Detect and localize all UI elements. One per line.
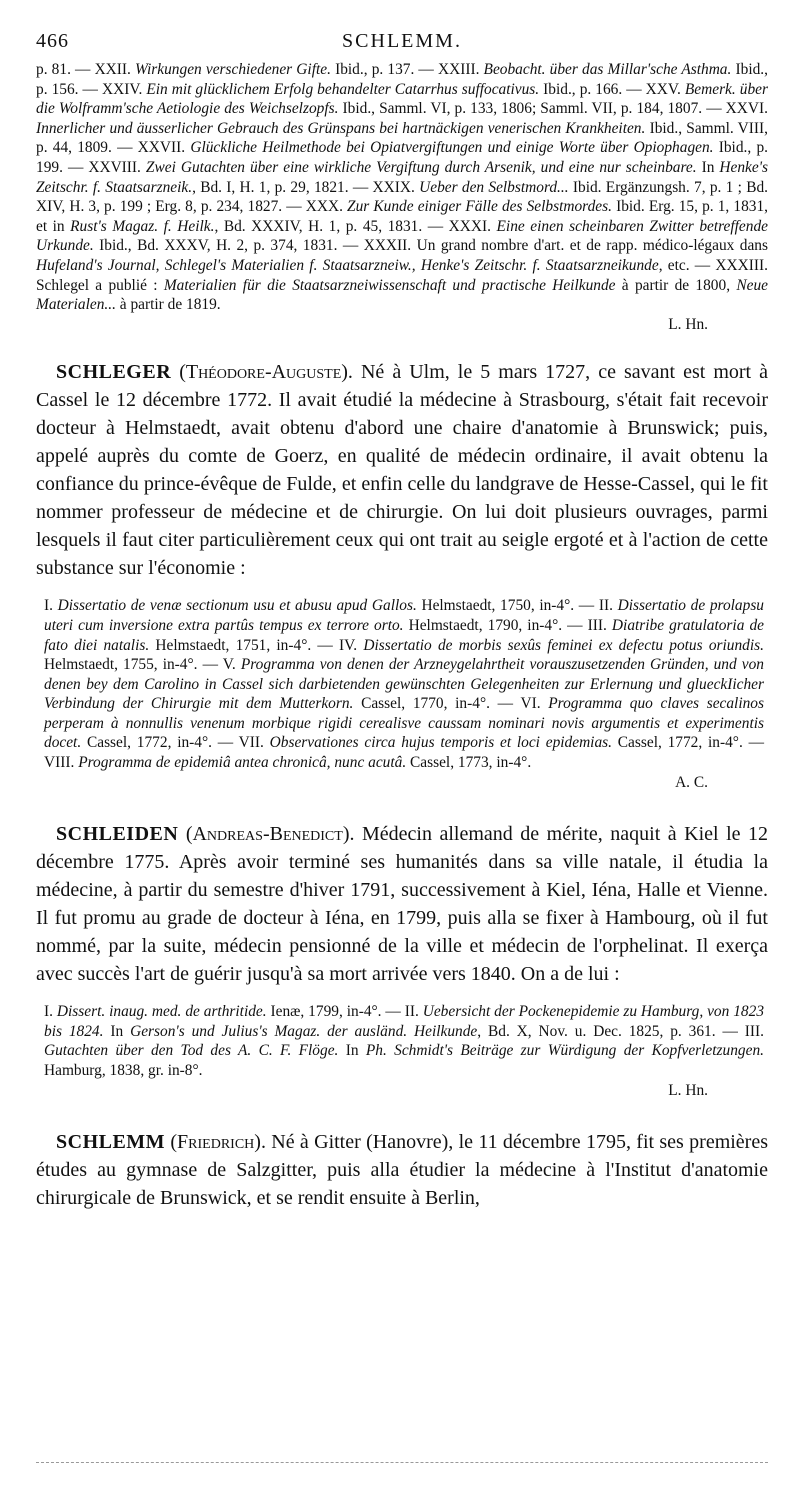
entry-works [36, 596, 768, 772]
signature: L. Hn. [668, 1081, 708, 1099]
italic-title: Ph. Schmidt's Beiträge zur Würdigung der Kopfverletzungen. [365, 1042, 764, 1060]
italic-title: Materialien für die Staatsarzneiwissenschaft und practische Heilkunde [163, 276, 616, 294]
italic-title: Eine einen scheinbaren Zwitter betreffende Urkunde. [36, 217, 768, 255]
running-title: SCHLEMM. [342, 30, 462, 52]
italic-title: Glückliche Heilmethode bei Opiatvergiftungen und einige Worte über Opiophagen. [190, 139, 714, 157]
italic-title: Zur Kunde einiger Fälle des Selbstmordes. [347, 198, 612, 216]
works-text: I. Dissertatio de venæ sectionum usu et abusu apud Gallos. Helmstaedt, 1750, in-4°. — II. Dissertatio de prolapsu uteri cum inversione extra partûs tempus ex terrore orto. Helmstaedt, 1790, in-4°. — III. Diatribe gratulatoria de fato diei natalis. Helmstaedt, 1751, in-4°. — IV. Dissertatio de morbis sexûs feminei ex defectu potus oriundis. Helmstaedt, 1755, in-4°. — V. Programma von denen der Arzneygelahrtheit vorauszusetzenden Gründen, und von denen bey dem Carolino in Cassel sich darbietenden gewünschten Gelegenheiten zur Erlernung und glueckIicher Verbindung der Chirurgie mit dem Mutterkorn. Cassel, 1770, in-4°. — VI. Programma quo claves secalinos perperam à nonnullis venenum morbique rigidi cerealisve caussam nominari novis argumentis et experimentis docet. Cassel, 1772, in-4°. — VII. Observationes circa hujus temporis et loci epidemias. Cassel, 1772, in-4°. — VIII. Programma de epidemiâ antea chronicâ, nunc acutâ. Cassel, 1773, in-4°. [44, 597, 765, 772]
footer-rule [36, 1462, 768, 1463]
italic-title: Uebersicht der Pockenepidemie zu Hamburg, von 1823 bis 1824. [44, 1003, 765, 1040]
entry-text: Né à Gitter (Hanovre), le 11 décembre 1795, fit ses premières études au gymnase de Salzgitter, puis alla étudier la médecine à l'Institut d'anatomie chirurgicale de Brunswick, et se rendit ensuite à Berlin, [36, 1131, 769, 1210]
italic-title: Dissert. inaug. med. de arthritide. [56, 1003, 267, 1021]
entry-text: Médecin allemand de mérite, naquit à Kiel le 12 décembre 1775. Après avoir terminé ses humanités dans sa ville natale, il étudia la médecine, à partir du semestre d'hiver 1791, successivement à Kiel, Iéna, Halle et Vienne. Il fut promu au grade de docteur à Iéna, en 1799, puis alla se fixer à Hambourg, où il fut nommé, par la suite, médecin pensionné de la ville et médecin de l'orphelinat. Il exerça avec succès l'art de guérir jusqu'à sa mort arrivée vers 1840. On a de lui : [36, 823, 769, 986]
page-header [36, 30, 768, 60]
italic-title: Zwei Gutachten über eine wirkliche Vergiftung durch Arsenik, und eine nur scheinbare. [145, 158, 697, 176]
italic-title: Programma de epidemiâ antea chronicâ, nunc acutâ. [78, 754, 407, 772]
entry-schlemm [36, 1128, 768, 1212]
italic-title: Diatribe gratulatoria de fato diei natalis. [44, 616, 764, 654]
italic-title: Wirkungen verschiedener Gifte. [135, 61, 331, 78]
entry-given-names: (Théodore-Auguste). [179, 361, 353, 384]
italic-title: Dissertatio de prolapsu uteri cum inversione extra partûs tempus ex terrore orto. [44, 597, 765, 634]
page [36, 30, 768, 1212]
signature: L. Hn. [668, 315, 708, 333]
italic-title: Gerson's und Julius's Magaz. der ausländ. Heilkunde [130, 1022, 478, 1040]
italic-title: Programma quo claves secalinos perperam à nonnullis venenum morbique rigidi cerealisve caussam nominari novis argumentis et experimentis docet. [44, 695, 764, 752]
continued-bibliography [36, 60, 768, 315]
entry-given-names: (Andreas-Benedict). [185, 823, 355, 846]
entry-given-names: (Friedrich). [170, 1131, 266, 1154]
italic-title: Rust's Magaz. f. Heilk. [70, 217, 215, 235]
italic-title: Neue Materialen... [36, 276, 768, 314]
italic-title: Henke's Zeitschr. f. Staatsarzneik. [36, 158, 768, 196]
entry-works [36, 1002, 768, 1080]
entry-name: SCHLEMM [56, 1131, 166, 1154]
italic-title: Programma von denen der Arzneygelahrtheit vorauszusetzenden Gründen, und von denen bey dem Carolino in Cassel sich darbietenden gewünschten Gelegenheiten zur Erlernung und glueckIicher Verbindung der Chirurgie mit dem Mutterkorn. [44, 656, 764, 713]
italic-title: Beobacht. über das Millar'sche Asthma. [483, 61, 732, 78]
entry-name: SCHLEIDEN [56, 823, 179, 846]
italic-title: Bemerk. über die Wolframm'sche Aetiologie des Weichselzopfs. [36, 80, 768, 118]
italic-title: Innerlicher und äusserlicher Gebrauch des Grünspans bei hartnäckigen venerischen Krankheiten. [36, 119, 646, 137]
italic-title: Observationes circa hujus temporis et loci epidemias. [269, 734, 612, 752]
entry-name: SCHLEGER [56, 361, 172, 384]
italic-title: Hufeland's Journal, Schlegel's Materialien f. Staatsarzneiw., Henke's Zeitschr. f. Staatsarzneikunde [36, 256, 659, 274]
italic-title: Dissertatio de venæ sectionum usu et abusu apud Gallos. [57, 597, 417, 615]
entry-text: Né à Ulm, le 5 mars 1727, ce savant est mort à Cassel le 12 décembre 1772. Il avait étudié la médecine à Strasbourg, s'était fait recevoir docteur à Helmstaedt, avait obtenu d'abord une chaire d'anatomie à Brunswick; puis, appelé auprès du comte de Goerz, en qualité de médecin ordinaire, il avait obtenu la confiance du prince-évêque de Fulde, et enfin celle du landgrave de Hesse-Cassel, qui le fit nommer professeur de médecine et de chirurgie. On lui doit plusieurs ouvrages, parmi lesquels il faut citer particulièrement ceux qui ont trait au seigle ergoté et à l'action de cette substance sur l'économie : [36, 361, 769, 580]
italic-title: Ueber den Selbstmord... [419, 178, 569, 196]
italic-title: Gutachten über den Tod des A. C. F. Flöge. [44, 1042, 339, 1060]
signature: A. C. [675, 773, 708, 791]
works-text: I. Dissert. inaug. med. de arthritide. Ienæ, 1799, in-4°. — II. Uebersicht der Pockenepidemie zu Hamburg, von 1823 bis 1824. In Gerson's und Julius's Magaz. der ausländ. Heilkunde, Bd. X, Nov. u. Dec. 1825, p. 361. — III. Gutachten über den Tod des A. C. F. Flöge. In Ph. Schmidt's Beiträge zur Würdigung der Kopfverletzungen. Hamburg, 1838, gr. in-8°. [44, 1003, 765, 1080]
bibliography-text: p. 81. — XXII. Wirkungen verschiedener Gifte. Ibid., p. 137. — XXIII. Beobacht. über das Millar'sche Asthma. Ibid., p. 156. — XXIV. Ein mit glücklichem Erfolg behandelter Catarrhus suffocativus. Ibid., p. 166. — XXV. Bemerk. über die Wolframm'sche Aetiologie des Weichselzopfs. Ibid., Samml. VI, p. 133, 1806; Samml. VII, p. 184, 1807. — XXVI. Innerlicher und äusserlicher Gebrauch des Grünspans bei hartnäckigen venerischen Krankheiten. Ibid., Samml. VIII, p. 44, 1809. — XXVII. Glückliche Heilmethode bei Opiatvergiftungen und einige Worte über Opiophagen. Ibid., p. 199. — XXVIII. Zwei Gutachten über eine wirkliche Vergiftung durch Arsenik, und eine nur scheinbare. In Henke's Zeitschr. f. Staatsarzneik., Bd. I, H. 1, p. 29, 1821. — XXIX. Ueber den Selbstmord... Ibid. Ergänzungsh. 7, p. 1 ; Bd. XIV, H. 3, p. 199 ; Erg. 8, p. 234, 1827. — XXX. Zur Kunde einiger Fälle des Selbstmordes. Ibid. Erg. 15, p. 1, 1831, et in Rust's Magaz. f. Heilk., Bd. XXXIV, H. 1, p. 45, 1831. — XXXI. Eine einen scheinbaren Zwitter betreffende Urkunde. Ibid., Bd. XXXV, H. 2, p. 374, 1831. — XXXII. Un grand nombre d'art. et de rapp. médico-légaux dans Hufeland's Journal, Schlegel's Materialien f. Staatsarzneiw., Henke's Zeitschr. f. Staatsarzneikunde, etc. — XXXIII. Schlegel a publié : Materialien für die Staatsarzneiwissenschaft und practische Heilkunde à partir de 1800, Neue Materialen... à partir de 1819. [36, 61, 768, 314]
entry-schleger [36, 358, 768, 582]
page-number: 466 [36, 30, 69, 52]
entry-schleiden [36, 820, 768, 988]
italic-title: Dissertatio de morbis sexûs feminei ex defectu potus oriundis. [363, 636, 764, 654]
italic-title: Ein mit glücklichem Erfolg behandelter Catarrhus suffocativus. [146, 80, 540, 98]
